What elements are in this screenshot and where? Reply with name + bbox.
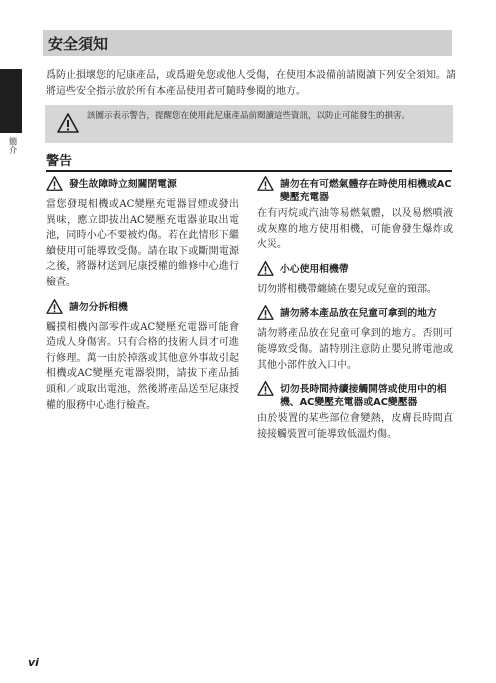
warning-body: 由於裝置的某些部位會變熱，皮膚長時間直接接觸裝置可能導致低溫灼傷。	[257, 413, 453, 440]
warning-triangle-icon	[257, 261, 274, 280]
warning-title	[257, 305, 453, 324]
warning-body: 切勿將相機帶纏繞在嬰兒或兒童的頸部。	[257, 283, 437, 295]
notice-box	[45, 105, 453, 143]
heading-divider	[46, 170, 452, 172]
warning-title-text: 請勿在有可燃氣體存在時使用相機或AC變壓充電器	[280, 179, 452, 203]
notice-text: 該圖示表示警告，提醒您在使用此尼康產品前閱讀這些資訊，以防止可能發生的損害。	[87, 111, 411, 121]
warning-title-text: 請勿分拆相機	[69, 301, 128, 313]
warning-title	[257, 381, 453, 409]
warning-title	[257, 261, 453, 280]
warning-body: 在有丙烷或汽油等易燃氣體，以及易燃噴液或灰塵的地方使用相機，可能會發生爆炸或火災。	[257, 208, 453, 251]
warning-triangle-icon	[257, 381, 274, 400]
warning-triangle-icon	[46, 299, 63, 318]
right-column	[257, 176, 453, 450]
page-title: 安全須知	[48, 35, 109, 53]
warning-title	[257, 176, 453, 204]
intro-paragraph: 爲防止損壞您的尼康產品，或爲避免您或他人受傷，在使用本設備前請閱讀下列安全須知。請將這些安全指示放於所有本產品使用者可隨時參閱的地方。	[46, 70, 456, 97]
warning-title-text: 切勿長時間持續接觸開啓或使用中的相機、AC變壓充電器或AC變壓器	[280, 384, 447, 409]
side-tab	[0, 69, 22, 133]
warning-triangle-icon	[46, 176, 63, 195]
warning-title-text: 請勿將本產品放在兒童可拿到的地方	[280, 308, 437, 320]
warning-body: 當您發現相機或AC變壓充電器冒煙或發出異味，應立即拔出AC變壓充電器並取出電池，同時小心不要被灼傷。若在此情形下繼續使用可能導致受傷。請在取下或斷開電源之後，將器材送到尼康授權的維修中心進行檢查。	[46, 199, 239, 288]
warning-title	[46, 176, 239, 195]
warning-title	[46, 299, 239, 318]
warning-triangle-icon	[57, 113, 79, 137]
page-number: vi	[28, 656, 39, 669]
side-tab-label: 簡介	[7, 137, 17, 154]
warning-title-text: 發生故障時立刻關閉電源	[69, 179, 177, 190]
warning-body: 觸摸相機內部零件或AC變壓充電器可能會造成人身傷害。只有合格的技術人員才可進行修理。萬一由於掉落或其他意外事故引起相機或AC變壓充電器裂開，請拔下產品插頭和／或取出電池，然後將產品送至尼康授權的服務中心進行檢查。	[46, 321, 239, 411]
title-bar	[43, 30, 452, 56]
warning-title-text: 小心使用相機帶	[280, 263, 349, 275]
warning-body: 請勿將產品放在兒童可拿到的地方。否則可能導致受傷。請特別注意防止嬰兒將電池或其他小部件放入口中。	[257, 328, 453, 371]
left-column	[46, 176, 239, 421]
warning-triangle-icon	[257, 305, 274, 324]
section-heading: 警告	[46, 154, 73, 169]
warning-triangle-icon	[257, 176, 274, 195]
